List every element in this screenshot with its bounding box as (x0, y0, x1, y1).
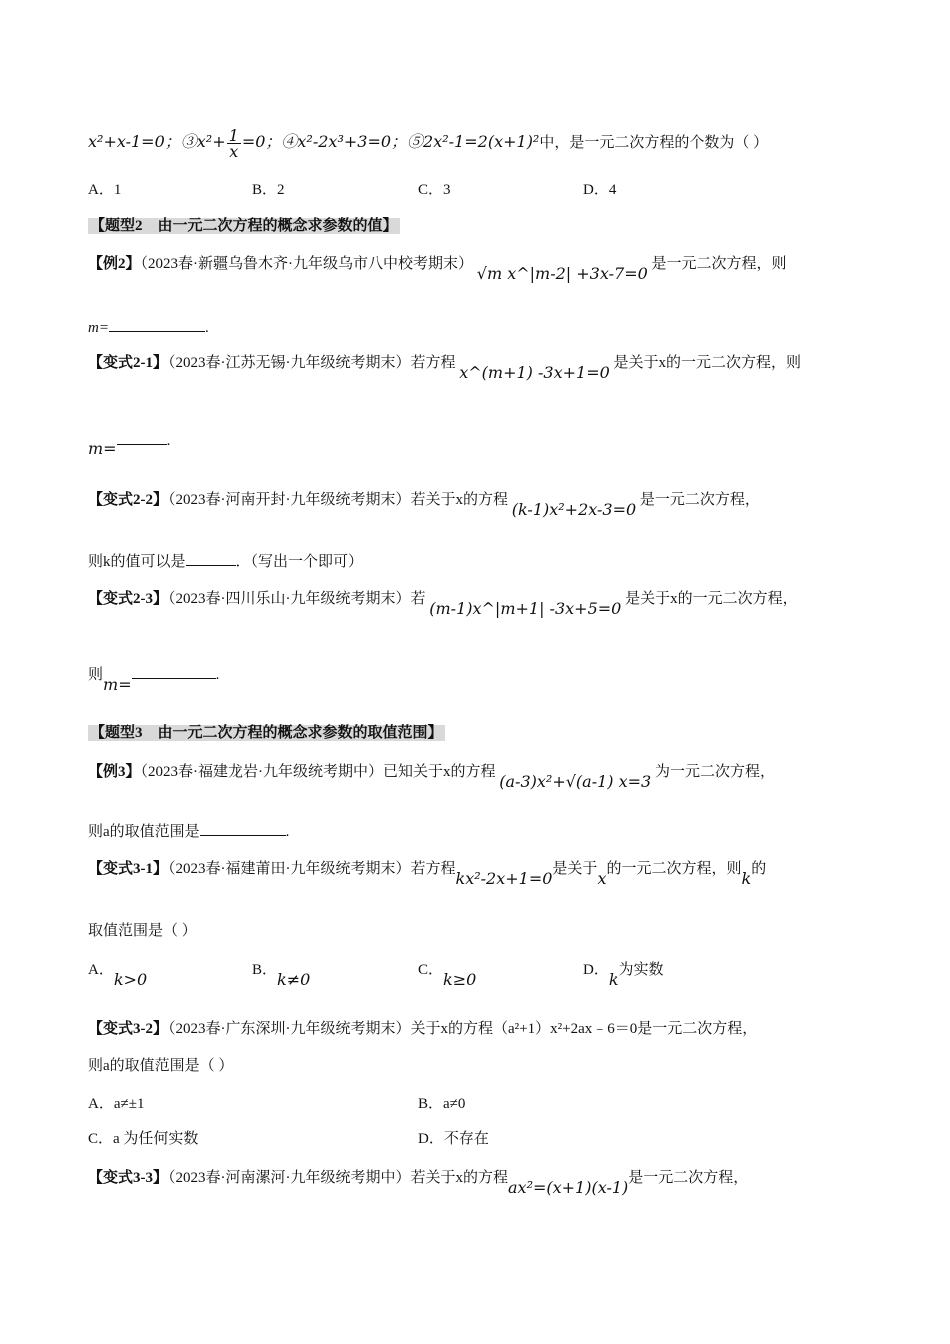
ex2-source: （2023春·新疆乌鲁木齐·九年级乌市八中校考期末） (140, 256, 474, 272)
v23-line (88, 587, 798, 618)
ex2-answer-prefix: m= (88, 320, 109, 336)
v22-line2-suffix: ．（写出一个即可） (235, 554, 364, 570)
v22-answer-line (88, 550, 363, 573)
v31-equation: kx²-2x+1=0 (455, 869, 553, 888)
ex3-answer-line (88, 820, 289, 843)
q1-tail: 中，是一元二次方程的个数为（ ） (539, 134, 769, 151)
v31-tail-b: 的一元二次方程，则 (606, 861, 742, 877)
v22-line2-prefix: 则k的值可以是 (88, 554, 186, 570)
q1-option-d: D．4 (583, 182, 617, 198)
q1-option-a: A．1 (88, 182, 122, 198)
v21-answer-blank (117, 429, 167, 445)
v23-line2-math: m= (103, 675, 132, 694)
v31-option-b (252, 958, 311, 989)
v31-line2: 取值范围是（ ） (88, 923, 197, 939)
v22-tail: 是一元二次方程， (639, 492, 760, 508)
v31-option-c-label: C． (418, 962, 444, 978)
q1-eq4: ④x²-2x³+3=0； (281, 131, 408, 151)
v21-tail: 是关于x的一元二次方程，则 (613, 355, 802, 371)
q1-eq3-prefix: ③x²+ (180, 131, 226, 151)
v31-var-k: k (741, 869, 752, 888)
q1-eq3-numerator: 1 (228, 126, 239, 145)
v23-line2-prefix: 则 (88, 667, 104, 683)
v33-tail: 是一元二次方程， (628, 1170, 749, 1186)
v23-label: 【变式2-3】 (88, 591, 168, 607)
ex3-line2-suffix: . (285, 824, 290, 840)
v32-line (88, 1018, 757, 1040)
ex2-label: 【例2】 (88, 256, 141, 272)
v23-tail: 是关于x的一元二次方程， (625, 591, 798, 607)
type3-heading-row (88, 722, 445, 744)
v31-option-d-math: k (608, 970, 619, 989)
v21-line (88, 351, 802, 382)
v31-text: （2023春·福建莆田·九年级统考期末）若方程 (168, 861, 456, 877)
v31-label: 【变式3-1】 (88, 861, 168, 877)
v32-option-c: C．a 为任何实数 (88, 1131, 199, 1147)
v31-option-c (418, 958, 477, 989)
v21-label: 【变式2-1】 (88, 355, 168, 371)
v21-answer-suffix: . (166, 433, 171, 449)
v22-text: （2023春·河南开封·九年级统考期末）若关于x的方程 (168, 492, 508, 508)
v31-var-x: x (597, 869, 607, 888)
ex2-answer-line (88, 316, 209, 339)
ex3-text: （2023春·福建龙岩·九年级统考期中）已知关于x的方程 (140, 764, 496, 780)
type3-heading: 【题型3 由一元二次方程的概念求参数的取值范围】 (90, 725, 443, 741)
type2-heading: 【题型2 由一元二次方程的概念求参数的值】 (90, 218, 398, 234)
v32-option-d: D．不存在 (418, 1131, 489, 1147)
q1-eq3-suffix: =0； (241, 131, 282, 151)
ex2-answer-blank (109, 316, 205, 332)
v32-line2: 则a的取值范围是（ ） (88, 1058, 234, 1074)
v21-answer-line (88, 433, 171, 461)
v33-equation: ax²=(x+1)(x-1) (508, 1178, 629, 1197)
v21-text: （2023春·江苏无锡·九年级统考期末）若方程 (168, 355, 456, 371)
v23-text: （2023春·四川乐山·九年级统考期末）若 (168, 591, 426, 607)
v31-line (88, 857, 767, 888)
ex3-label: 【例3】 (88, 764, 141, 780)
type2-heading-row (88, 215, 400, 237)
v31-option-d-label: D． (583, 962, 609, 978)
v32-text: （2023春·广东深圳·九年级统考期末）关于x的方程（a²+1）x²+2ax﹣6＝0是一元二次方程， (168, 1021, 758, 1037)
ex3-line (88, 760, 775, 791)
v31-option-b-math: k≠0 (277, 970, 311, 989)
v32-option-a: A．a≠±1 (88, 1096, 145, 1112)
v22-equation: (k-1)x²+2x-3=0 (511, 500, 637, 519)
q1-equations-line (88, 128, 768, 159)
q1-eq5: ⑤2x²-1=2(x+1)² (407, 131, 540, 151)
ex2-equation: √m x^|m-2| +3x-7=0 (476, 264, 648, 283)
v21-equation: x^(m+1) -3x+1=0 (459, 363, 610, 382)
v33-label: 【变式3-3】 (88, 1170, 168, 1186)
v32-label: 【变式3-2】 (88, 1021, 168, 1037)
q1-option-b: B．2 (252, 182, 285, 198)
q1-eq3-fraction (227, 128, 241, 159)
v21-answer-prefix: m= (88, 439, 117, 458)
v31-option-a-math: k>0 (113, 970, 148, 989)
q1-eq3-denominator: x (229, 142, 239, 161)
v31-tail-c: 的 (751, 861, 767, 877)
v31-option-a (88, 958, 148, 989)
v22-label: 【变式2-2】 (88, 492, 168, 508)
v31-tail-a: 是关于 (552, 861, 598, 877)
ex3-line2-prefix: 则a的取值范围是 (88, 824, 200, 840)
v22-line (88, 488, 760, 519)
v23-answer-line (88, 663, 220, 694)
ex2-answer-suffix: . (204, 320, 209, 336)
ex2-tail: 是一元二次方程，则 (651, 256, 787, 272)
v31-option-b-label: B． (252, 962, 278, 978)
q1-option-c: C．3 (418, 182, 451, 198)
ex2-line (88, 252, 787, 283)
v33-text: （2023春·河南漯河·九年级统考期中）若关于x的方程 (168, 1170, 508, 1186)
ex3-equation: (a-3)x²+√(a-1) x=3 (499, 772, 652, 791)
q1-eq2: x²+x-1=0； (88, 131, 181, 151)
v22-answer-blank (186, 550, 236, 566)
v32-option-b: B．a≠0 (418, 1096, 466, 1112)
v31-option-d-text: 为实数 (618, 962, 664, 978)
v23-line2-suffix: . (215, 667, 220, 683)
v23-equation: (m-1)x^|m+1| -3x+5=0 (429, 599, 622, 618)
v23-answer-blank (132, 663, 216, 679)
v31-option-a-label: A． (88, 962, 114, 978)
v31-option-c-math: k≥0 (443, 970, 477, 989)
v31-option-d (583, 958, 664, 989)
ex3-answer-blank (200, 820, 286, 836)
ex3-tail: 为一元二次方程， (654, 764, 775, 780)
v33-line (88, 1166, 749, 1197)
